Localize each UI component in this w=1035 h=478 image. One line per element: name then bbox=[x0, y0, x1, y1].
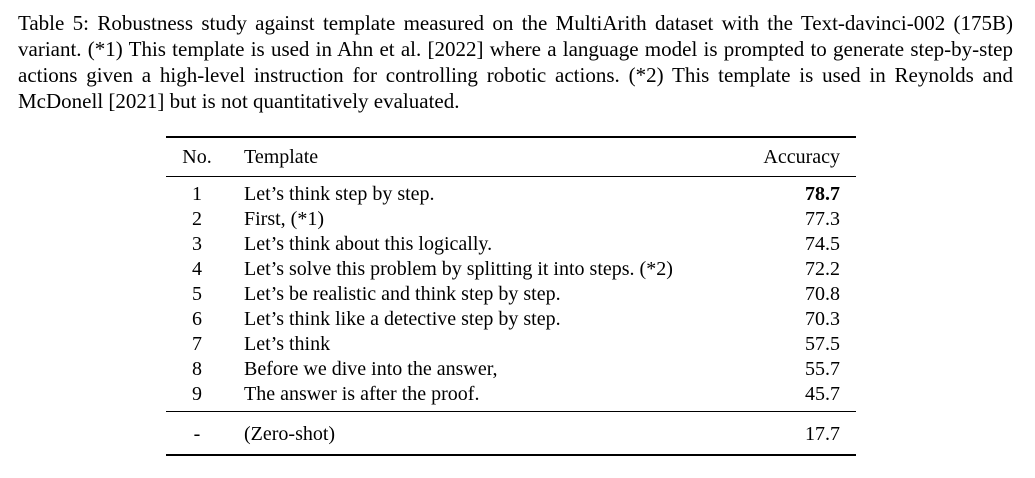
table-row bbox=[166, 207, 856, 232]
row-accuracy: 70.8 bbox=[805, 283, 840, 305]
row-template: First, (*1) bbox=[244, 208, 324, 230]
row-template: Let’s think like a detective step by step. bbox=[244, 308, 561, 330]
row-accuracy: 72.2 bbox=[805, 258, 840, 280]
table-header bbox=[166, 137, 856, 177]
baseline-no: - bbox=[166, 412, 228, 456]
caption-label: Table 5: bbox=[18, 11, 89, 35]
table-row bbox=[166, 332, 856, 357]
row-no: 8 bbox=[192, 358, 202, 380]
table-baseline-section bbox=[166, 412, 856, 456]
results-table-container bbox=[166, 136, 856, 456]
baseline-accuracy: 17.7 bbox=[748, 412, 856, 456]
table-row bbox=[166, 382, 856, 412]
row-accuracy: 74.5 bbox=[805, 233, 840, 255]
table-row bbox=[166, 282, 856, 307]
row-accuracy-best: 78.7 bbox=[805, 183, 840, 205]
row-accuracy: 45.7 bbox=[748, 382, 856, 412]
table-row bbox=[166, 177, 856, 208]
row-template: Let’s think bbox=[244, 333, 331, 355]
table-row bbox=[166, 307, 856, 332]
row-no: 9 bbox=[166, 382, 228, 412]
row-template: The answer is after the proof. bbox=[228, 382, 748, 412]
row-template: Let’s solve this problem by splitting it into steps. (*2) bbox=[244, 258, 673, 280]
row-template: Let’s think step by step. bbox=[244, 183, 435, 205]
row-template: Let’s be realistic and think step by step. bbox=[244, 283, 561, 305]
row-template: Before we dive into the answer, bbox=[244, 358, 498, 380]
header-row bbox=[166, 137, 856, 177]
row-no: 1 bbox=[192, 183, 202, 205]
table-caption bbox=[18, 10, 1013, 114]
row-accuracy: 57.5 bbox=[805, 333, 840, 355]
row-accuracy: 55.7 bbox=[805, 358, 840, 380]
table-row bbox=[166, 232, 856, 257]
table-body bbox=[166, 177, 856, 412]
baseline-row bbox=[166, 412, 856, 456]
header-accuracy: Accuracy bbox=[748, 137, 856, 177]
row-no: 3 bbox=[192, 233, 202, 255]
row-accuracy: 77.3 bbox=[805, 208, 840, 230]
row-no: 5 bbox=[192, 283, 202, 305]
baseline-template: (Zero-shot) bbox=[228, 412, 748, 456]
header-template: Template bbox=[228, 137, 748, 177]
caption-text: Robustness study against template measured on the MultiArith dataset with the Text-davinci-002 (175B) variant. (*1) This template is used in Ahn et al. [2022] where a language model is prompted to generate step-by-step actions given a high-level instruction for controlling robotic actions. (*2) This template is used in Reynolds and McDonell [2021] but is not quantitatively evaluated. bbox=[18, 11, 1014, 113]
table-row bbox=[166, 357, 856, 382]
header-no: No. bbox=[166, 137, 228, 177]
row-accuracy: 70.3 bbox=[805, 308, 840, 330]
row-no: 2 bbox=[192, 208, 202, 230]
row-no: 6 bbox=[192, 308, 202, 330]
row-template: Let’s think about this logically. bbox=[244, 233, 493, 255]
table-row bbox=[166, 257, 856, 282]
row-no: 4 bbox=[192, 258, 202, 280]
row-no: 7 bbox=[192, 333, 202, 355]
results-table bbox=[166, 136, 856, 456]
